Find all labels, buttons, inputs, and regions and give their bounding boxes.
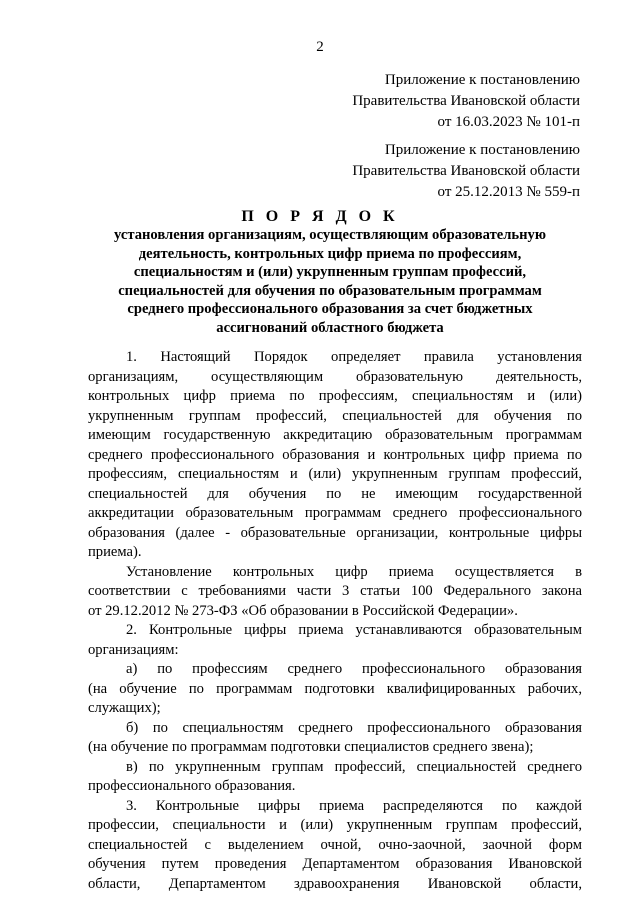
text-line: профессионального образования. [88, 778, 296, 794]
document-title: П О Р Я Д О К [241, 208, 399, 225]
paragraph-3 [88, 621, 582, 660]
text-line: от 29.12.2012 № 273-ФЗ «Об образовании в Российской Федерации». [88, 602, 518, 619]
text-line: области, Департаментом здравоохранения Ивановской области, [88, 875, 582, 892]
document-subtitle [80, 226, 580, 337]
text-line: приема). [88, 544, 142, 560]
paragraph-1 [88, 348, 582, 563]
text-line: среднего профессионального образования и контрольных цифр приема по [88, 446, 582, 463]
text-line: служащих); [88, 700, 161, 716]
text-line: аккредитации образовательным программам среднего профессионального [88, 505, 582, 521]
text-line: организациям: [88, 641, 179, 658]
paragraph-2 [88, 563, 582, 622]
text-line: организациям, осуществляющим образовательную деятельность, [88, 368, 582, 385]
appendix-header-current [352, 70, 580, 133]
paragraph-4 [88, 660, 582, 719]
paragraph-6 [88, 758, 582, 797]
text-line: соответствии с требованиями части 3 статьи 100 Федерального закона [88, 583, 582, 599]
appendix-line: от 16.03.2023 № 101-п [437, 114, 580, 130]
text-line: профессии, специальности и (или) укрупненным группам профессий, [88, 817, 582, 833]
text-line: имеющим государственную аккредитацию образовательным программам [88, 427, 582, 443]
text-line: а) по профессиям среднего профессионального образования [126, 661, 582, 677]
text-line: профессиям, специальностям и (или) укрупненным группам профессий, [88, 466, 582, 482]
subtitle-line: специальностей для обучения по образовательным программам [118, 282, 542, 299]
subtitle-line: специальностям и (или) укрупненным группам профессий, [133, 264, 527, 280]
text-line: 2. Контрольные цифры приема устанавливаются образовательным [126, 622, 582, 638]
subtitle-line: установления организациям, осуществляющим образовательную [114, 227, 546, 243]
text-line: в) по укрупненным группам профессий, специальностей среднего [126, 758, 582, 775]
appendix-line: Правительства Ивановской области [352, 163, 580, 179]
text-line: Установление контрольных цифр приема осуществляется в [126, 563, 582, 580]
paragraph-5 [88, 719, 582, 758]
text-line: укрупненным группам профессий, специальностей для обучения по [88, 407, 582, 424]
appendix-line: Приложение к постановлению [384, 142, 580, 158]
text-line: специальностей с выделением очной, очно-заочной, заочной форм [88, 836, 582, 853]
text-line: образования (далее - образовательные организации, контрольные цифры [88, 524, 582, 541]
subtitle-line: ассигнований областного бюджета [216, 319, 444, 336]
appendix-line: Правительства Ивановской области [352, 93, 580, 109]
appendix-line: Приложение к постановлению [384, 72, 580, 88]
subtitle-line: среднего профессионального образования за счет бюджетных [127, 301, 533, 317]
text-line: специальностей для обучения по не имеющим государственной [88, 485, 582, 502]
document-body [88, 348, 582, 894]
text-line: (на обучение по программам подготовки квалифицированных рабочих, [88, 680, 582, 697]
text-line: контрольных цифр приема по профессиям, специальностям и (или) [88, 388, 582, 404]
appendix-header-original [352, 140, 580, 203]
appendix-line: от 25.12.2013 № 559-п [437, 184, 580, 200]
subtitle-line: деятельность, контрольных цифр приема по профессиям, [138, 245, 522, 262]
paragraph-7 [88, 797, 582, 895]
text-line: б) по специальностям среднего профессионального образования [126, 719, 582, 736]
text-line: 1. Настоящий Порядок определяет правила установления [126, 349, 582, 365]
text-line: 3. Контрольные цифры приема распределяются по каждой [126, 797, 582, 814]
page-number: 2 [316, 39, 324, 55]
text-line: обучения путем проведения Департаментом образования Ивановской [88, 856, 582, 872]
text-line: (на обучение по программам подготовки специалистов среднего звена); [88, 739, 534, 755]
